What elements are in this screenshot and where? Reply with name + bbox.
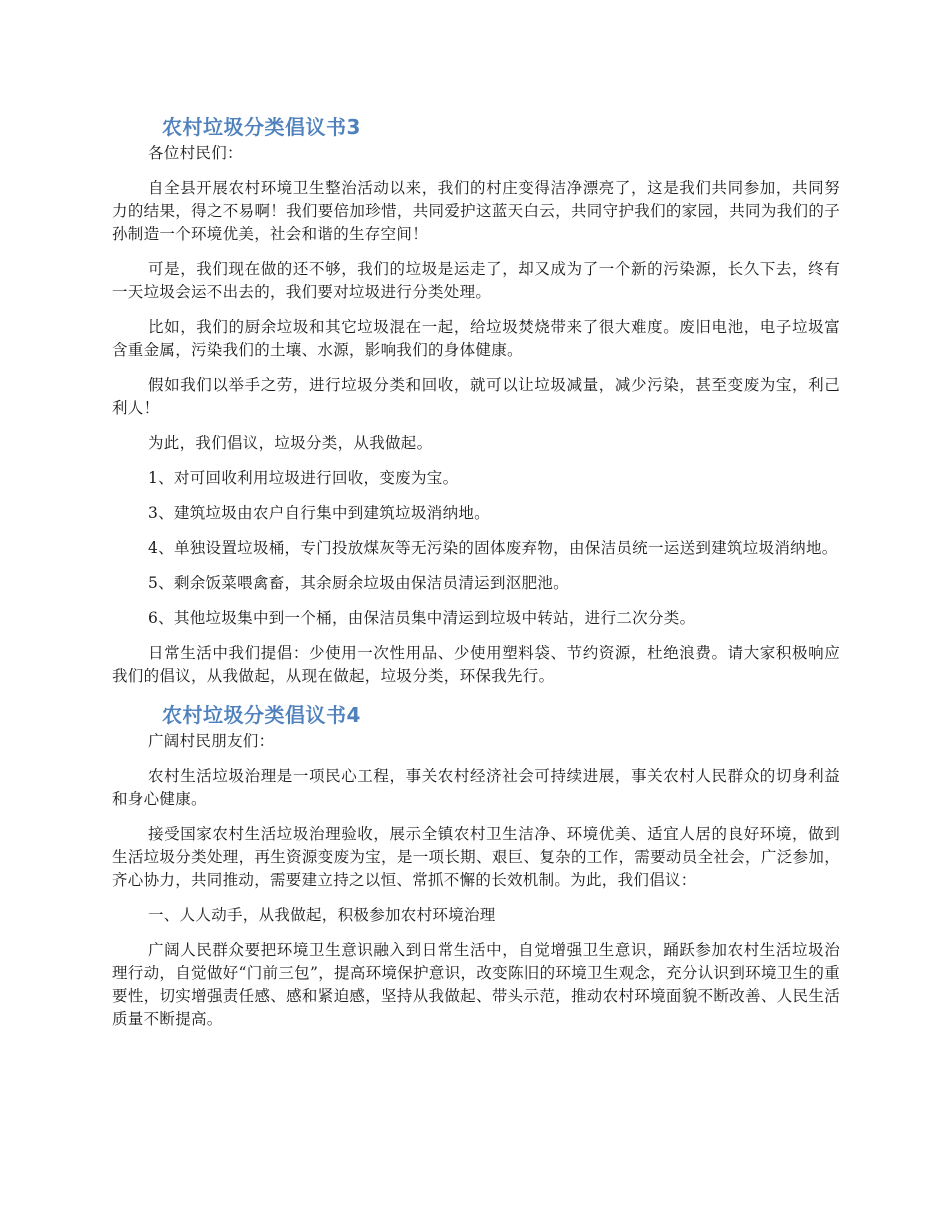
document-body	[112, 112, 840, 1043]
paragraph: 比如，我们的厨余垃圾和其它垃圾混在一起，给垃圾焚烧带来了很大难度。废旧电池，电子垃圾富含重金属，污染我们的土壤、水源，影响我们的身体健康。	[112, 318, 840, 359]
list-item: 1、对可回收利用垃圾进行回收，变废为宝。	[148, 469, 459, 487]
section-title: 农村垃圾分类倡议书4	[162, 703, 361, 727]
paragraph: 为此，我们倡议，垃圾分类，从我做起。	[148, 434, 433, 452]
paragraph: 日常生活中我们提倡：少使用一次性用品、少使用塑料袋、节约资源，杜绝浪费。请大家积极响应我们的倡议，从我做起，从现在做起，垃圾分类，环保我先行。	[112, 644, 840, 685]
subheading: 一、人人动手，从我做起，积极参加农村环境治理	[148, 906, 496, 924]
list-item: 4、单独设置垃圾桶，专门投放煤灰等无污染的固体废弃物，由保洁员统一运送到建筑垃圾消纳地。	[148, 539, 838, 557]
paragraph: 假如我们以举手之劳，进行垃圾分类和回收，就可以让垃圾减量，减少污染，甚至变废为宝，利己利人！	[112, 376, 840, 417]
paragraph: 可是，我们现在做的还不够，我们的垃圾是运走了，却又成为了一个新的污染源，长久下去，终有一天垃圾会运不出去的，我们要对垃圾进行分类处理。	[112, 260, 840, 301]
salutation: 各位村民们：	[148, 144, 243, 162]
list-item: 3、建筑垃圾由农户自行集中到建筑垃圾消纳地。	[148, 504, 490, 522]
paragraph: 广阔人民群众要把环境卫生意识融入到日常生活中，自觉增强卫生意识，踊跃参加农村生活垃圾治理行动，自觉做好“门前三包”，提高环境保护意识，改变陈旧的环境卫生观念，充分认识到环境卫生的重要性，切实增强责任感、感和紧迫感，坚持从我做起、带头示范，推动农村环境面貌不断改善、人民生活质量不断提高。	[112, 941, 840, 1028]
paragraph: 农村生活垃圾治理是一项民心工程，事关农村经济社会可持续进展，事关农村人民群众的切身利益和身心健康。	[112, 767, 840, 808]
paragraph: 自全县开展农村环境卫生整治活动以来，我们的村庄变得洁净漂亮了，这是我们共同参加，共同努力的结果，得之不易啊！我们要倍加珍惜，共同爱护这蓝天白云，共同守护我们的家园，共同为我们的子孙制造一个环境优美，社会和谐的生存空间！	[112, 179, 840, 243]
paragraph: 接受国家农村生活垃圾治理验收，展示全镇农村卫生洁净、环境优美、适宜人居的良好环境，做到生活垃圾分类处理，再生资源变废为宝，是一项长期、艰巨、复杂的工作，需要动员全社会，广泛参加，齐心协力，共同推动，需要建立持之以恒、常抓不懈的长效机制。为此，我们倡议：	[112, 825, 840, 889]
section-title: 农村垃圾分类倡议书3	[162, 115, 361, 139]
list-item: 5、剩余饭菜喂禽畜，其余厨余垃圾由保洁员清运到沤肥池。	[148, 574, 569, 592]
list-item: 6、其他垃圾集中到一个桶，由保洁员集中清运到垃圾中转站，进行二次分类。	[148, 609, 696, 627]
salutation: 广阔村民朋友们：	[148, 732, 275, 750]
